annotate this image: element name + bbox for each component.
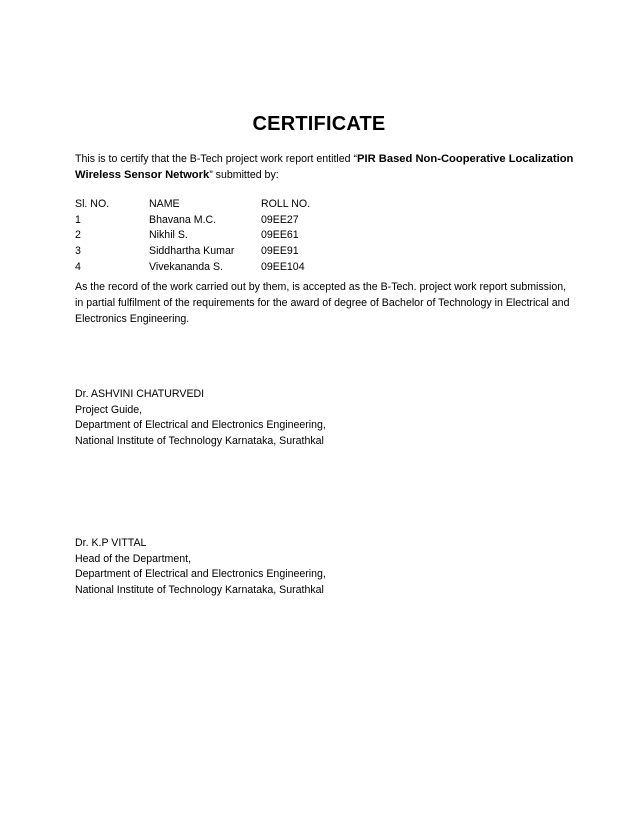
cell-roll-no: 09EE61	[261, 229, 299, 242]
table-row	[75, 228, 575, 244]
project-title: PIR Based Non-Cooperative Localization Wireless Sensor Network	[75, 153, 574, 181]
signatory-role: Head of the Department,	[75, 552, 192, 565]
signatory-institute: National Institute of Technology Karnataka, Surathkal	[75, 584, 324, 597]
certificate-title: CERTIFICATE	[252, 113, 386, 135]
cell-sl-no: 1	[75, 213, 81, 226]
signatory-name: Dr. K.P VITTAL	[75, 537, 147, 549]
signatory-department: Department of Electrical and Electronics Engineering,	[75, 419, 326, 432]
cell-name: Bhavana M.C.	[149, 213, 217, 226]
signatory-name: Dr. ASHVINI CHATURVEDI	[75, 388, 205, 400]
cell-sl-no: 4	[75, 260, 81, 273]
signatory-project-guide	[75, 387, 575, 450]
cell-name: Vivekananda S.	[149, 260, 224, 273]
signatory-head-of-department	[75, 536, 575, 599]
cell-sl-no: 2	[75, 229, 81, 242]
header-roll-no: ROLL NO.	[261, 198, 311, 210]
table-row	[75, 260, 575, 276]
cell-roll-no: 09EE91	[261, 245, 299, 258]
cell-roll-no: 09EE27	[261, 213, 299, 226]
table-row	[75, 244, 575, 260]
student-table	[75, 197, 575, 275]
table-row	[75, 213, 575, 229]
signatory-role: Project Guide,	[75, 403, 143, 416]
cell-roll-no: 09EE104	[261, 260, 305, 273]
signatory-department: Department of Electrical and Electronics Engineering,	[75, 568, 326, 581]
intro-suffix: ” submitted by:	[209, 169, 279, 181]
intro-paragraph	[75, 151, 575, 183]
cell-name: Nikhil S.	[149, 229, 188, 242]
intro-prefix: This is to certify that the B-Tech project work report entitled “	[75, 153, 358, 165]
signatory-institute: National Institute of Technology Karnataka, Surathkal	[75, 435, 324, 448]
cell-name: Siddhartha Kumar	[149, 245, 235, 258]
table-header-row	[75, 197, 575, 213]
header-sl-no: Sl. NO.	[75, 198, 110, 210]
record-paragraph: As the record of the work carried out by them, is accepted as the B-Tech. project work report submission, in partial fulfilment of the requirements for the award of degree of Bachelor of Technology in Electrical and Electronics Engineering.	[75, 281, 570, 325]
header-name: NAME	[149, 198, 180, 210]
cell-sl-no: 3	[75, 245, 81, 258]
